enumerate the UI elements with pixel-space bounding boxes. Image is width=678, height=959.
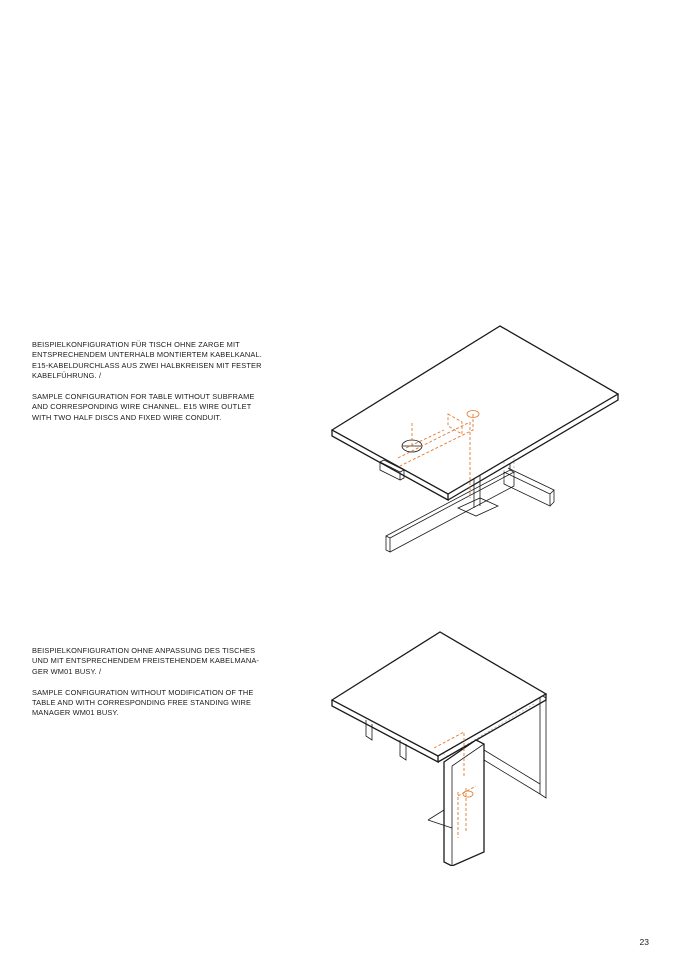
wire-manager-illustration bbox=[328, 628, 560, 866]
wire-manager-drawing bbox=[328, 628, 560, 866]
page-number: 23 bbox=[639, 937, 649, 947]
configuration-2-text-de: BEISPIELKONFIGURATION OHNE ANPASSUNG DES TISCHES UND MIT ENTSPRECHENDEM FREISTEHENDEM KABELMANA- GER WM01 BUSY. / bbox=[32, 646, 260, 676]
table-wire-channel-drawing bbox=[328, 322, 628, 558]
table-wire-channel-illustration bbox=[328, 322, 628, 558]
configuration-1-text-en: SAMPLE CONFIGURATION FOR TABLE WITHOUT SUBFRAME AND CORRESPONDING WIRE CHANNEL. E15 WIRE OUTLET WITH TWO HALF DISCS AND FIXED WIRE CONDUIT. bbox=[32, 392, 255, 422]
configuration-2-caption bbox=[32, 646, 282, 729]
configuration-2-text-en: SAMPLE CONFIGURATION WITHOUT MODIFICATION OF THE TABLE AND WITH CORRESPONDING FREE STANDING WIRE MANAGER WM01 BUSY. bbox=[32, 687, 254, 718]
configuration-1-text-de: BEISPIELKONFIGURATION FÜR TISCH OHNE ZARGE MIT ENTSPRECHENDEM UNTERHALB MONTIERTEM KABELKANAL. E15-KABELDURCHLASS AUS ZWEI HALBKREISEN MIT FESTER KABELFÜHRUNG. / bbox=[32, 340, 262, 381]
configuration-1-caption bbox=[32, 340, 282, 434]
